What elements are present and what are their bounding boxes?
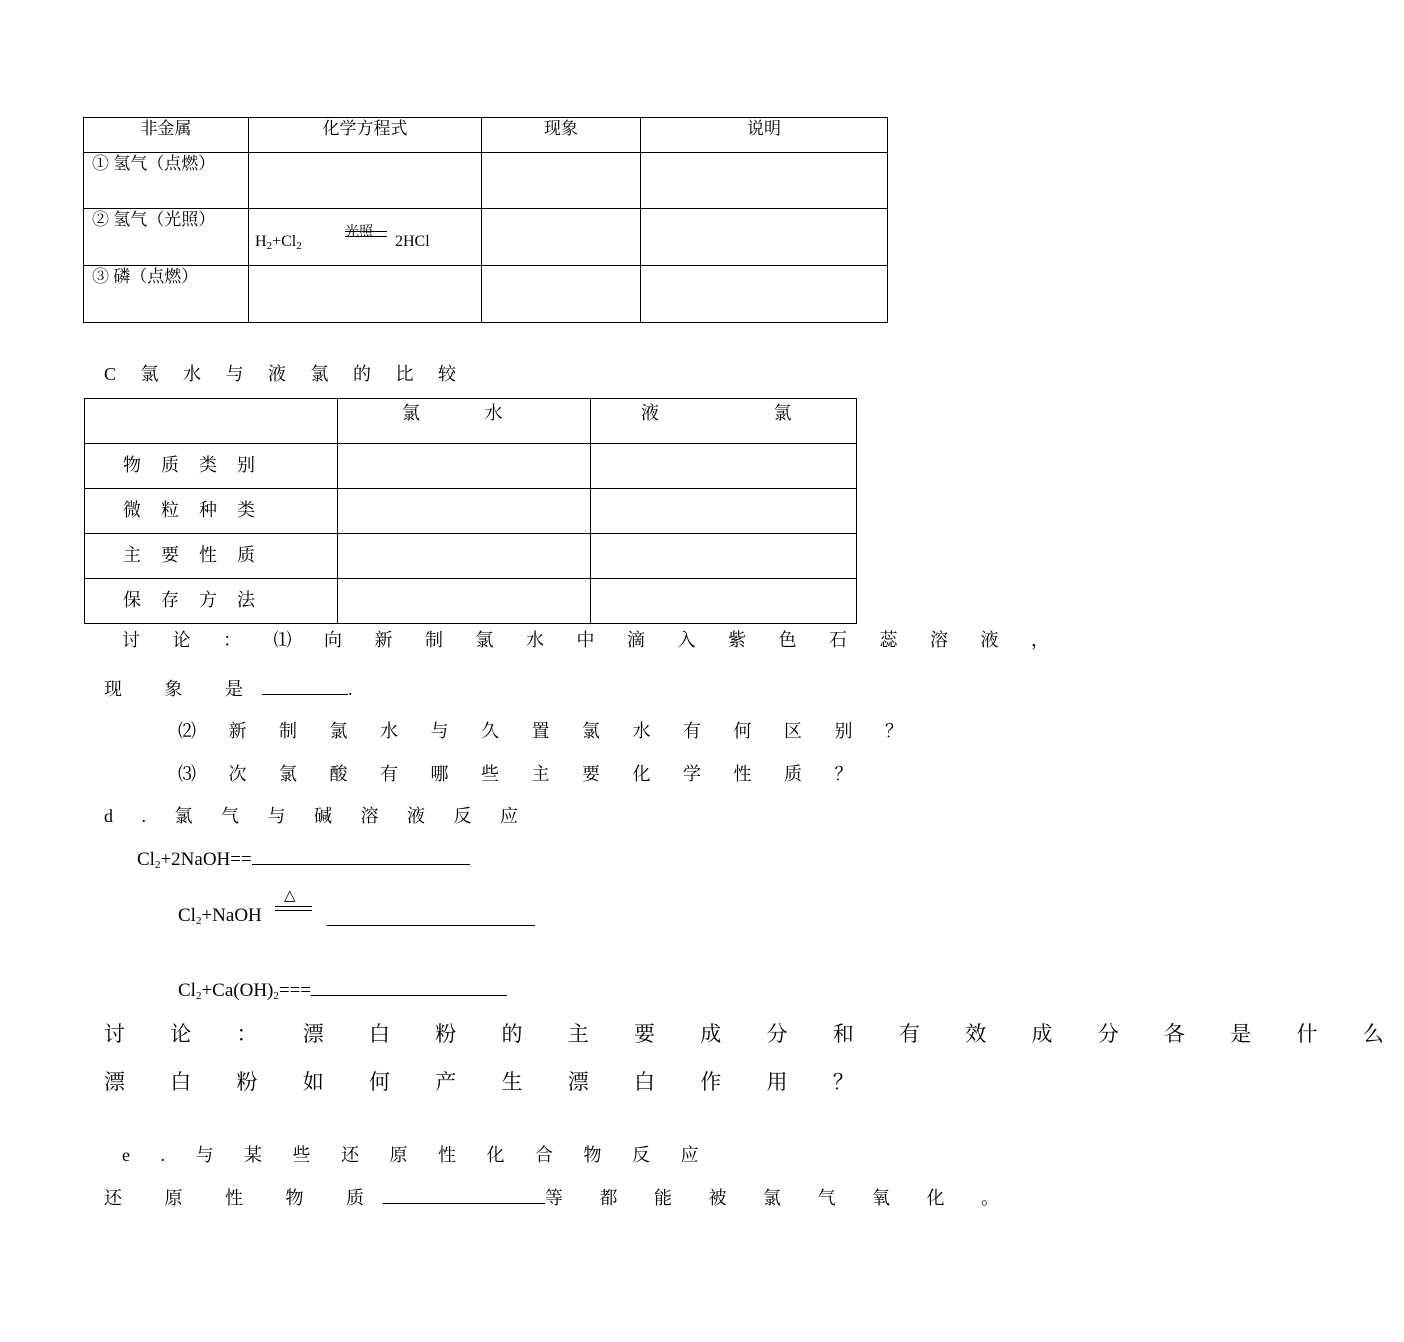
- row-label: ② 氢气（光照）: [84, 209, 249, 266]
- table-row: [85, 489, 857, 534]
- col-header-nonmetal: 非金属: [84, 118, 249, 153]
- section-e-title: e . 与 某 些 还 原 性 化 合 物 反 应: [122, 1145, 712, 1165]
- equation-cell: [249, 209, 482, 266]
- table-row: [85, 579, 857, 624]
- equation-cell[interactable]: [249, 153, 482, 209]
- question-3: ⑶ 次 氯 酸 有 哪 些 主 要 化 学 性 质 ？: [178, 764, 867, 784]
- equation-arrow: [345, 231, 387, 232]
- answer-cell[interactable]: [591, 489, 857, 534]
- answer-cell[interactable]: [591, 579, 857, 624]
- answer-blank[interactable]: [383, 1185, 545, 1204]
- equation-3: $Cl_2+Ca(OH)_2===$: [178, 977, 507, 1002]
- row-label: 微粒种类: [85, 489, 338, 534]
- equation-product: 2HCl: [395, 233, 430, 250]
- table-header-row: [84, 118, 888, 153]
- discussion-line-1: 讨 论 ： ⑴ 向 新 制 氯 水 中 滴 入 紫 色 石 蕊 溶 液 ，: [122, 630, 1063, 650]
- answer-blank[interactable]: [252, 846, 470, 865]
- row-label: 主要性质: [85, 534, 338, 579]
- answer-cell[interactable]: [338, 444, 591, 489]
- equation-reactants: $H_2+Cl_2$: [255, 233, 302, 252]
- comparison-table: [84, 398, 857, 624]
- col-header-chlorine-water: 氯 水: [338, 399, 591, 444]
- discussion-line-2: 现 象 是 .: [104, 675, 353, 701]
- section-e-sentence: 还 原 性 物 质 等 都 能 被 氯 气 氧 化 。: [104, 1184, 1015, 1210]
- phenomenon-cell[interactable]: [482, 266, 641, 323]
- section-d-title: d . 氯 气 与 碱 溶 液 反 应: [104, 806, 530, 826]
- equation-arrow: [275, 910, 312, 911]
- equation-cell[interactable]: [249, 266, 482, 323]
- discussion2-line-2: 漂 白 粉 如 何 产 生 漂 白 作 用 ？: [104, 1070, 874, 1094]
- answer-blank[interactable]: [262, 676, 348, 695]
- row-label: 物质类别: [85, 444, 338, 489]
- col-header-equation: 化学方程式: [249, 118, 482, 153]
- note-cell[interactable]: [641, 153, 888, 209]
- equation-condition: 光照: [345, 225, 373, 240]
- reaction-table: [83, 117, 888, 323]
- phenomenon-cell[interactable]: [482, 209, 641, 266]
- table-header-row: [85, 399, 857, 444]
- col-header-note: 说明: [641, 118, 888, 153]
- note-cell[interactable]: [641, 209, 888, 266]
- note-cell[interactable]: [641, 266, 888, 323]
- row-label: ③ 磷（点燃）: [84, 266, 249, 323]
- col-header-phenomenon: 现象: [482, 118, 641, 153]
- table-row: [85, 444, 857, 489]
- phenomenon-prompt: 现 象 是: [104, 679, 262, 699]
- equation-arrow: [345, 236, 387, 237]
- question-2: ⑵ 新 制 氯 水 与 久 置 氯 水 有 何 区 别 ？: [178, 721, 917, 741]
- answer-blank[interactable]: [327, 907, 535, 926]
- table-row: [84, 209, 888, 266]
- discussion2-line-1: 讨 论 ： 漂 白 粉 的 主 要 成 分 和 有 效 成 分 各 是 什 么: [104, 1022, 1404, 1046]
- section-c-title: C 氯 水 与 液 氯 的 比 较: [104, 364, 467, 384]
- table-row: [85, 534, 857, 579]
- answer-cell[interactable]: [338, 489, 591, 534]
- row-label: 保存方法: [85, 579, 338, 624]
- table-row: [84, 153, 888, 209]
- col-header-liquid-chlorine: 液 氯: [591, 399, 857, 444]
- row-label: ① 氢气（点燃）: [84, 153, 249, 209]
- answer-cell[interactable]: [338, 579, 591, 624]
- equation-2: $Cl_2+NaOH$: [178, 905, 262, 927]
- answer-cell[interactable]: [591, 534, 857, 579]
- equation-1: $Cl_2+2NaOH==$: [137, 846, 470, 871]
- corner-cell: [85, 399, 338, 444]
- equation-arrow: [275, 906, 312, 907]
- answer-cell[interactable]: [591, 444, 857, 489]
- heat-condition: △: [284, 888, 296, 904]
- answer-blank[interactable]: [311, 977, 507, 996]
- phenomenon-cell[interactable]: [482, 153, 641, 209]
- table-row: [84, 266, 888, 323]
- answer-cell[interactable]: [338, 534, 591, 579]
